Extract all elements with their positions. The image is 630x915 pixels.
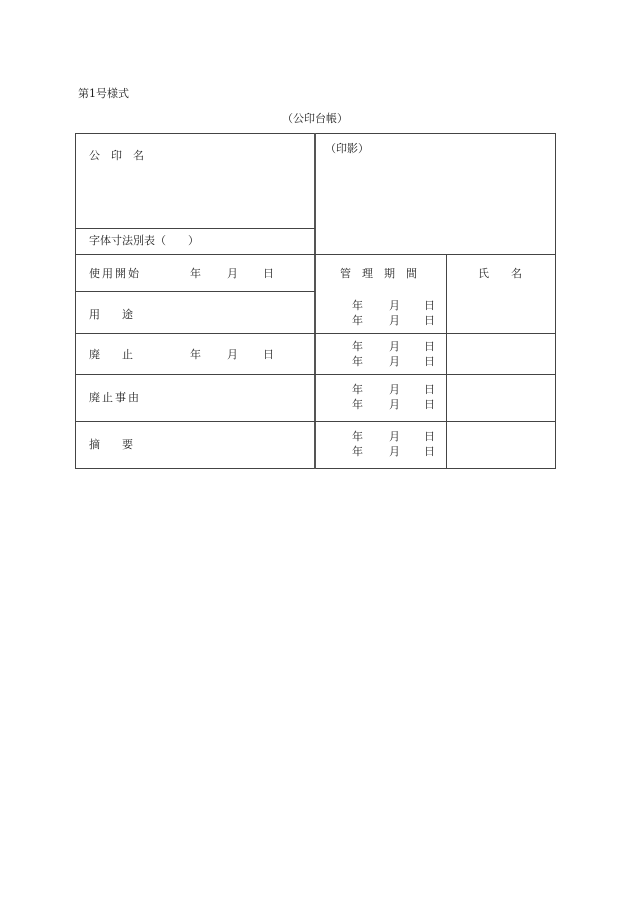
period-1-row2-year: 年 — [352, 314, 363, 327]
right-divider-1 — [315, 333, 556, 334]
left-divider-3 — [75, 333, 315, 334]
start-use-label: 使用開始 — [89, 267, 141, 280]
period-2-row1-day: 日 — [424, 340, 435, 353]
period-3-row1-year: 年 — [352, 383, 363, 396]
period-2-row1-month: 月 — [389, 340, 400, 353]
start-use-day: 日 — [263, 267, 274, 280]
period-3-row2-month: 月 — [389, 398, 400, 411]
period-4-row1-day: 日 — [424, 430, 435, 443]
left-divider-1 — [75, 228, 315, 229]
table-border-left — [75, 133, 76, 469]
right-divider-3 — [315, 421, 556, 422]
period-1-row1-day: 日 — [424, 299, 435, 312]
period-3-row1-day: 日 — [424, 383, 435, 396]
period-3-row1-month: 月 — [389, 383, 400, 396]
form-number: 第1号様式 — [78, 87, 129, 100]
abolition-month: 月 — [227, 348, 238, 361]
period-2-row1-year: 年 — [352, 340, 363, 353]
period-4-row2-year: 年 — [352, 445, 363, 458]
start-use-year: 年 — [190, 267, 201, 280]
period-1-row2-month: 月 — [389, 314, 400, 327]
left-divider-2 — [75, 291, 315, 292]
period-2-row2-day: 日 — [424, 355, 435, 368]
seal-name-label: 公 印 名 — [89, 149, 144, 162]
period-1-row2-day: 日 — [424, 314, 435, 327]
start-use-month: 月 — [227, 267, 238, 280]
period-4-row1-year: 年 — [352, 430, 363, 443]
period-2-row2-month: 月 — [389, 355, 400, 368]
document-title: （公印台帳） — [282, 112, 348, 125]
period-4-row2-month: 月 — [389, 445, 400, 458]
abolition-reason-label: 廃止事由 — [89, 391, 141, 404]
purpose-label: 用 途 — [89, 308, 133, 321]
seal-impression-label: （印影） — [325, 142, 369, 155]
period-4-row2-day: 日 — [424, 445, 435, 458]
abolition-label: 廃 止 — [89, 348, 133, 361]
period-3-row2-year: 年 — [352, 398, 363, 411]
period-1-row1-month: 月 — [389, 299, 400, 312]
table-border-right — [555, 133, 556, 469]
name-label: 氏 名 — [478, 267, 522, 280]
center-divider — [314, 133, 316, 469]
name-column-divider — [446, 254, 447, 469]
management-period-label: 管 理 期 間 — [340, 267, 417, 280]
left-divider-4 — [75, 374, 315, 375]
abolition-year: 年 — [190, 348, 201, 361]
period-2-row2-year: 年 — [352, 355, 363, 368]
period-3-row2-day: 日 — [424, 398, 435, 411]
period-4-row1-month: 月 — [389, 430, 400, 443]
seal-impression-bottom — [315, 254, 556, 255]
seal-ledger-table — [75, 133, 556, 469]
right-divider-2 — [315, 374, 556, 375]
font-size-table-label: 字体寸法別表（ ） — [89, 234, 199, 247]
summary-label: 摘 要 — [89, 438, 133, 451]
period-1-row1-year: 年 — [352, 299, 363, 312]
abolition-day: 日 — [263, 348, 274, 361]
left-divider-5 — [75, 421, 315, 422]
